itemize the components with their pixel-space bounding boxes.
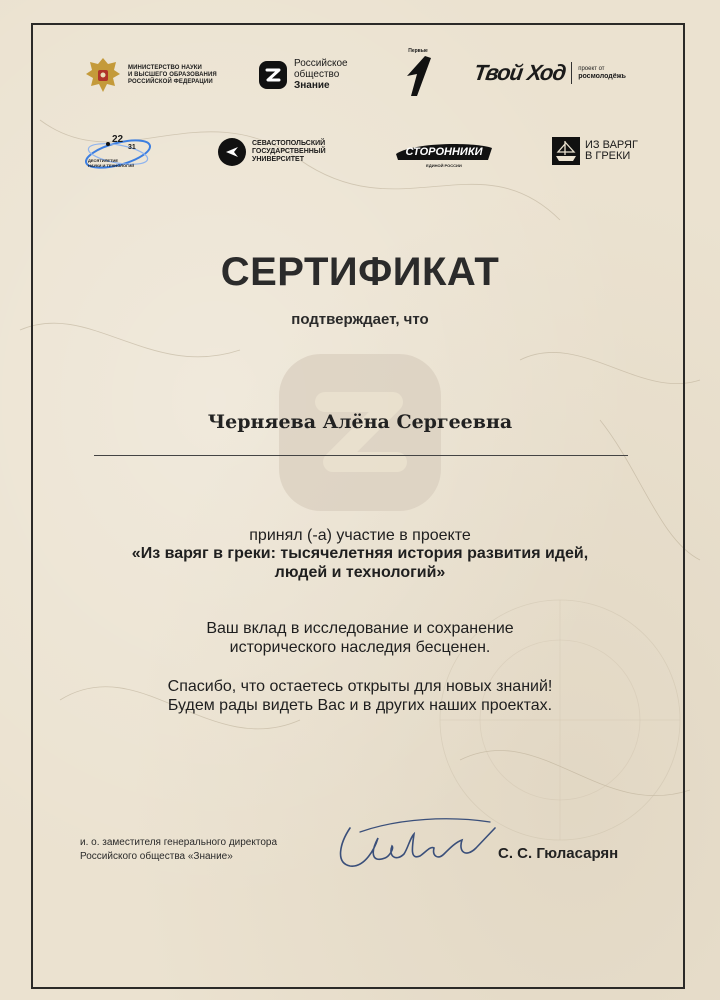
ministry-name-line: И ВЫСШЕГО ОБРАЗОВАНИЯ: [128, 71, 217, 78]
signatory-role: [80, 836, 277, 864]
storonniki-logo: [394, 140, 494, 168]
storonniki-wordmark: СТОРОННИКИ: [405, 146, 483, 158]
double-headed-eagle-icon: [82, 54, 124, 96]
sevsu-name-line: ГОСУДАРСТВЕННЫЙ: [252, 148, 326, 155]
ministry-name-line: МИНИСТЕРСТВО НАУКИ: [128, 64, 202, 71]
ministry-logo: [82, 54, 217, 96]
thanks-line: Будем рады видеть Вас и в других наших проектах.: [167, 697, 553, 714]
signatory-name: С. С. Гюласарян: [498, 845, 619, 862]
varyag-name-line: В ГРЕКИ: [585, 150, 631, 162]
thanks-line: Спасибо, что остаетесь открыты для новых знаний!: [167, 678, 553, 695]
decade-number: 22: [112, 134, 124, 145]
tvoy-hod-caption: росмолодёжь: [578, 73, 626, 80]
pervye-caption: Первые: [408, 48, 428, 54]
participation-text: принял (-а) участие в проекте: [249, 527, 471, 544]
storonniki-caption: ЕДИНОЙ РОССИИ: [426, 163, 462, 168]
varyag-name-line: ИЗ ВАРЯГ: [585, 139, 638, 151]
project-name: [0, 544, 720, 582]
contribution-text: [0, 619, 720, 657]
pervye-logo: [403, 48, 433, 98]
contribution-line: Ваш вклад в исследование и сохранение: [206, 620, 514, 637]
sevsu-name-line: СЕВАСТОПОЛЬСКИЙ: [252, 140, 326, 147]
znanie-name-line: Знание: [294, 80, 330, 91]
decade-caption: ДЕСЯТИЛЕТИЕ: [88, 158, 119, 163]
ship-icon: [551, 136, 581, 166]
znanie-name-line: Российское: [294, 58, 348, 69]
pervye-arrow-icon: [403, 54, 433, 98]
znanie-logo: [258, 58, 348, 91]
varyag-logo: [551, 136, 638, 166]
sevsu-name-line: УНИВЕРСИТЕТ: [252, 156, 304, 163]
znanie-name-line: общество: [294, 69, 340, 80]
tvoy-hod-wordmark: Твой Ход: [472, 60, 568, 85]
project-name-line: людей и технологий»: [274, 564, 446, 581]
ministry-name-line: РОССИЙСКОЙ ФЕДЕРАЦИИ: [128, 78, 213, 85]
certificate-title: СЕРТИФИКАТ: [220, 250, 500, 294]
handwritten-signature: [330, 808, 500, 878]
recipient-underline: [94, 455, 628, 456]
certificate-subtitle: подтверждает, что: [291, 311, 429, 328]
decade-caption: НАУКИ И ТЕХНОЛОГИЙ: [88, 163, 135, 168]
thanks-text: [0, 677, 720, 715]
decade-number-2: 31: [128, 144, 136, 151]
contribution-line: исторического наследия бесценен.: [229, 639, 491, 656]
znanie-icon: [258, 60, 288, 90]
decade-of-science-logo: [82, 132, 154, 176]
sevsu-icon: [217, 137, 247, 167]
recipient-name: Черняева Алёна Сергеевна: [207, 411, 513, 433]
signatory-role-line: и. о. заместителя генерального директора: [80, 837, 278, 848]
tvoy-hod-logo: [474, 60, 626, 86]
tvoy-hod-caption: проект от: [578, 66, 605, 72]
sevsu-logo: [217, 137, 326, 167]
signatory-role-line: Российского общества «Знание»: [80, 851, 233, 862]
project-name-line: «Из варяг в греки: тысячелетняя история развития идей,: [131, 545, 589, 562]
